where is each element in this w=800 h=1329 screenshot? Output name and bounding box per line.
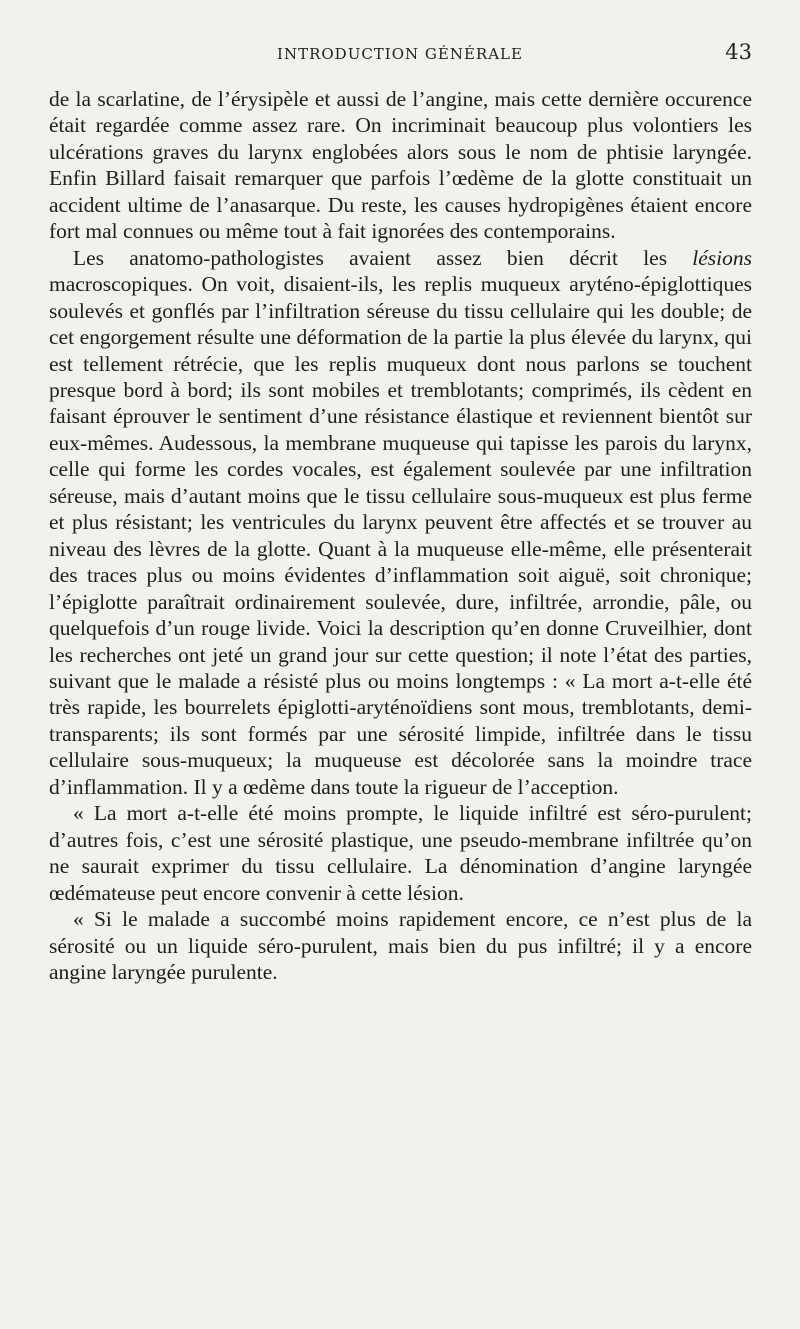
paragraph-quote-second: « La mort a-t-elle été moins prompte, le liquide infiltré est séro-purulent; d’autres fois, c’est une sérosité plastique, une pseudo-membrane infiltrée qu’on ne saurait exprimer du tissu cellulaire. La dénomination d’angine laryngée œdémateuse peut encore convenir à cette lésion. — [49, 801, 752, 905]
body-text — [49, 86, 752, 985]
paragraph-lesions-start: Les anatomo-pathologistes avaient assez bien décrit les — [73, 245, 693, 270]
paragraph-quote-third: « Si le malade a succombé moins rapidement encore, ce n’est plus de la sérosité ou un liquide séro-purulent, mais bien du pus infiltré; il y a encore angine laryngée purulente. — [49, 907, 752, 984]
page-header — [48, 40, 752, 68]
paragraph-continuation: de la scarlatine, de l’érysipèle et aussi de l’angine, mais cette dernière occurence était regardée comme assez rare. On incriminait beaucoup plus volontiers les ulcérations graves du larynx englobées alors sous le nom de phtisie laryngée. Enfin Billard faisait remarquer que parfois l’œdème de la glotte constituait un accident ultime de l’anasarque. Du reste, les causes hydropigènes étaient encore fort mal connues ou même tout à fait ignorées des contemporains. — [49, 87, 752, 244]
paragraph-lesions — [49, 245, 752, 801]
emphasis-lesions: lésions — [692, 245, 752, 270]
page-number: 43 — [725, 40, 752, 64]
paragraph-lesions-rest: macroscopiques. On voit, disaient-ils, les replis muqueux aryténo-épiglottiques soulevés et gonflés par l’infiltration séreuse du tissu cellulaire qui les double; de cet engorgement résulte une déformation de la partie la plus élevée du larynx, qui est tellement rétrécie, que les replis muqueux dont nous parlons se touchent presque bord à bord; ils sont mobiles et tremblotants; comprimés, ils cèdent en faisant éprouver le sentiment d’une résistance élastique et reviennent bientôt sur eux-mêmes. Audessous, la membrane muqueuse qui tapisse les parois du larynx, celle qui forme les cordes vocales, est également soulevée par une infiltration séreuse, mais d’autant moins que le tissu cellulaire sous-muqueux est plus ferme et plus résistant; les ventricules du larynx peuvent être affectés et se trouver au niveau des lèvres de la glotte. Quant à la muqueuse elle-même, elle présenterait des traces plus ou moins évidentes d’inflammation soit aiguë, soit chronique; l’épiglotte paraîtrait ordinairement soulevée, dure, infiltrée, arrondie, pâle, ou quelquefois d’un rouge livide. Voici la description qu’en donne Cruveilhier, dont les recherches ont jeté un grand jour sur cette question; il note l’état des parties, suivant que le malade a résisté plus ou moins longtemps : « La mort a-t-elle été très rapide, les bourrelets épiglotti-aryténoïdiens sont mous, tremblotants, demi-transparents; ils sont formés par une sérosité limpide, infiltrée dans le tissu cellulaire sous-muqueux; la muqueuse est décolorée sans la moindre trace d’inflammation. Il y a œdème dans toute la rigueur de l’acception. — [49, 272, 752, 799]
running-title: INTRODUCTION GÉNÉRALE — [277, 45, 523, 63]
